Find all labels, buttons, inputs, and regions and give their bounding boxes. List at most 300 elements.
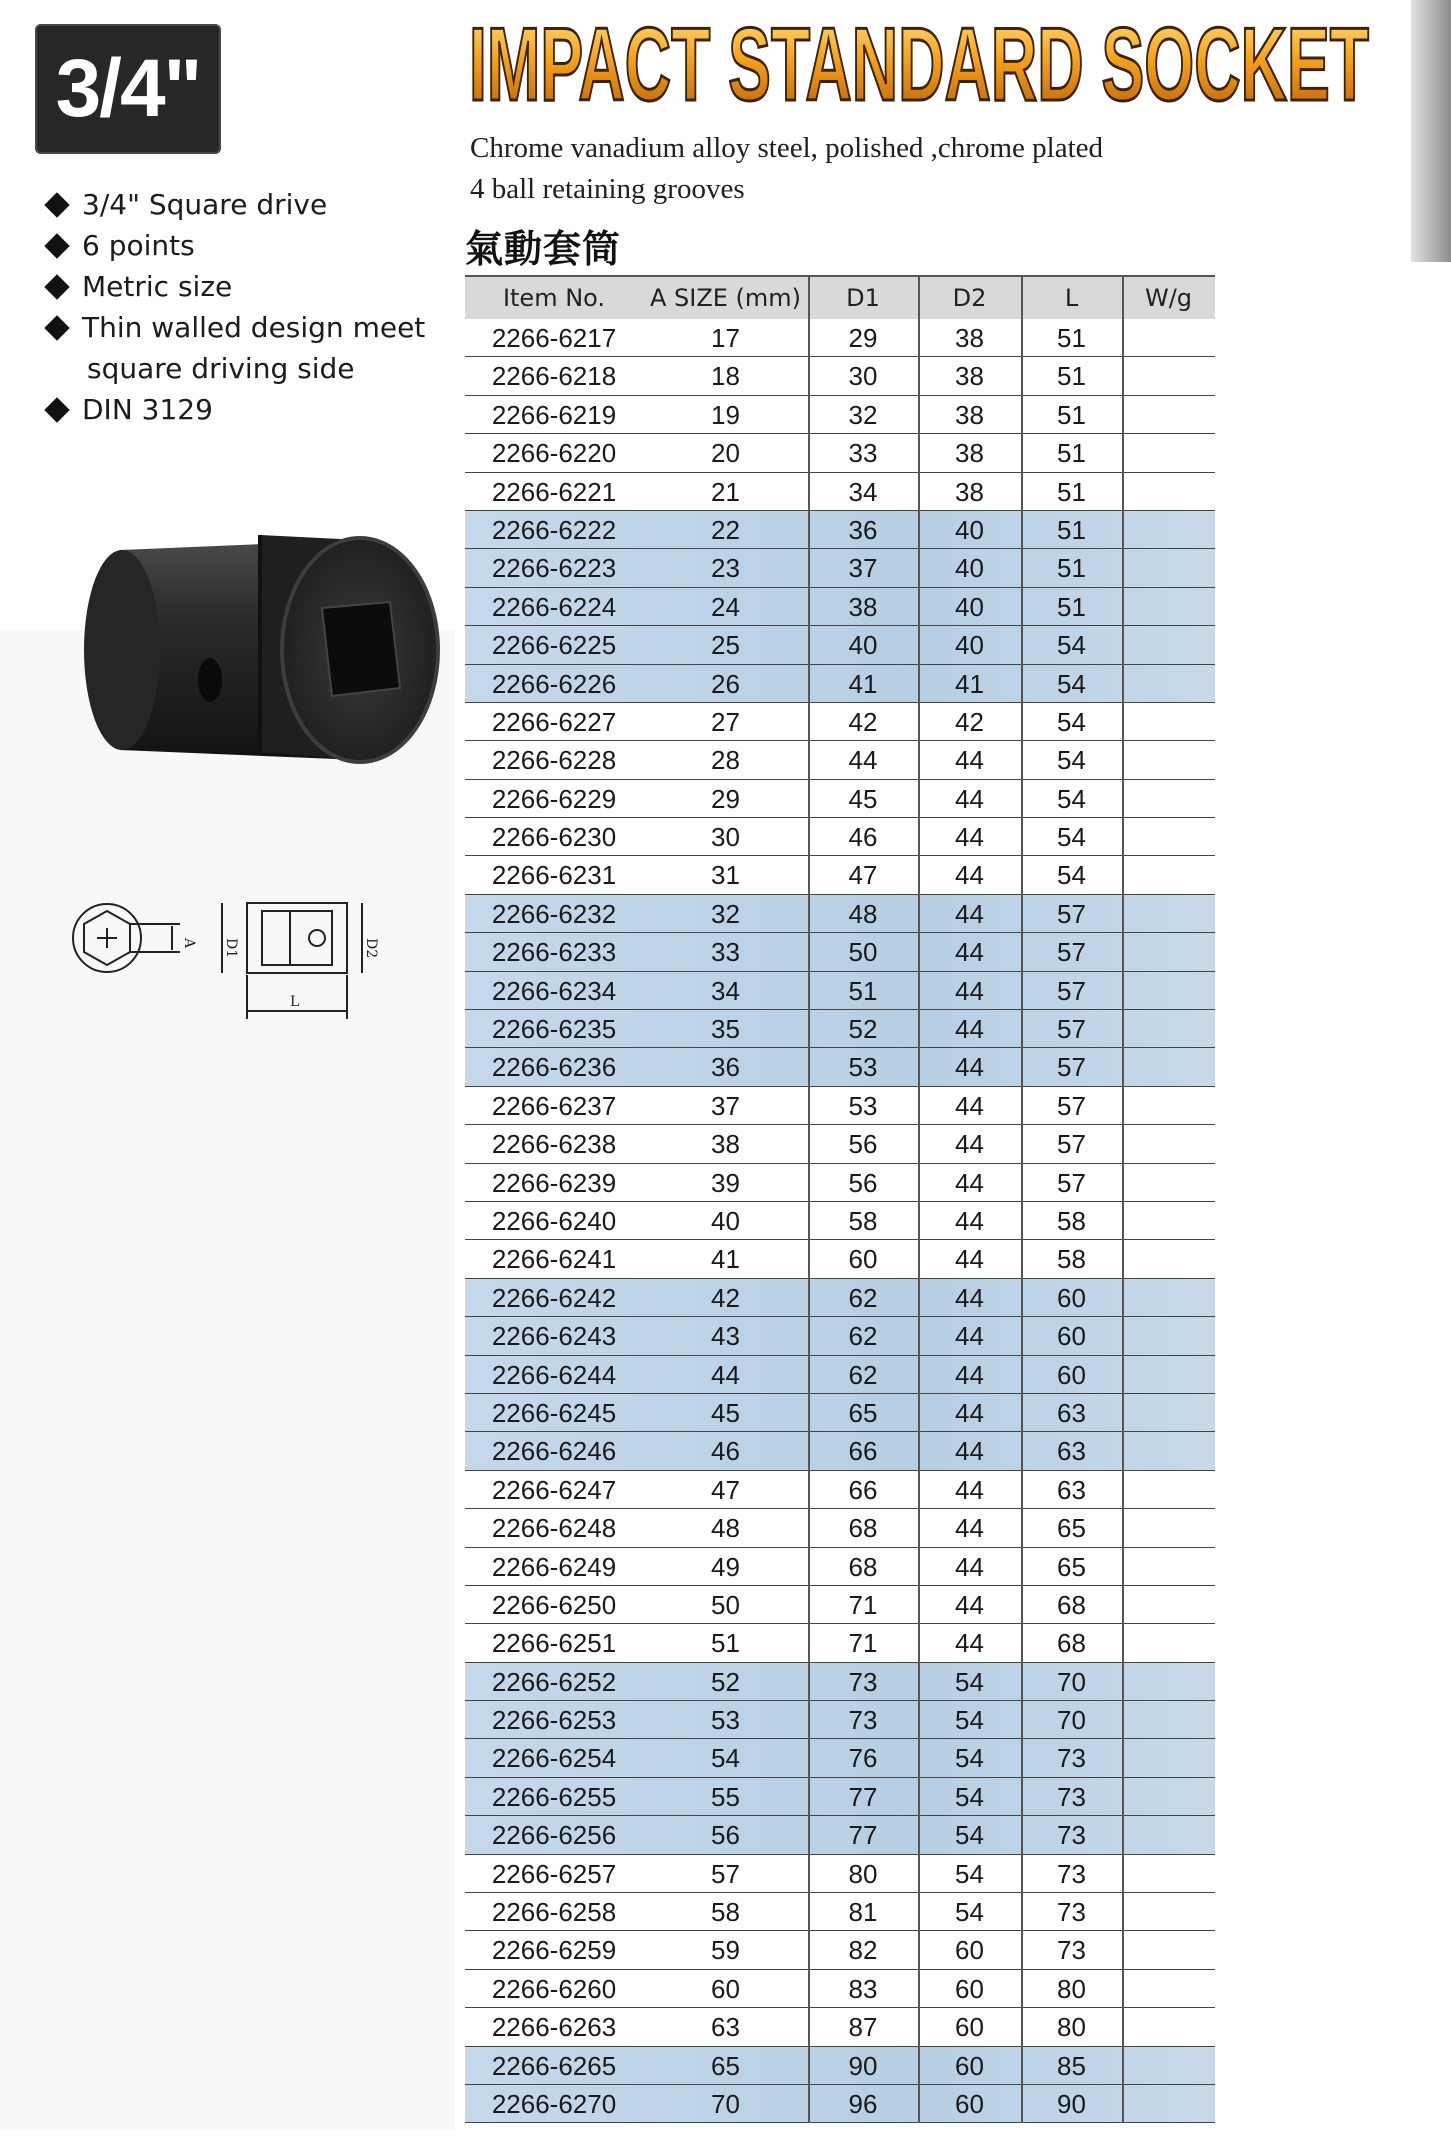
cell-item-no: 2266-6239 <box>491 1167 617 1198</box>
cell-d2: 38 <box>955 476 984 507</box>
cell-item-no: 2266-6265 <box>491 2050 617 2081</box>
cell-item-no: 2266-6263 <box>491 2012 617 2043</box>
cell-item-no: 2266-6254 <box>491 1743 617 1774</box>
cell-d1: 56 <box>848 1167 878 1198</box>
cell-weight <box>1122 1586 1215 1624</box>
cell-item-no: 2266-6251 <box>491 1628 617 1659</box>
cell-weight <box>1122 2047 1215 2085</box>
cell-d2: 44 <box>955 975 984 1006</box>
cell-weight <box>1122 933 1215 971</box>
cell-l: 63 <box>1057 1397 1086 1428</box>
cell-item-no: 2266-6229 <box>491 783 617 814</box>
table-row <box>465 1701 1215 1739</box>
cell-d2: 54 <box>955 1858 984 1889</box>
diagram-label-l: L <box>290 994 300 1010</box>
cell-d1: 53 <box>848 1052 878 1083</box>
cell-a-size: 51 <box>711 1628 740 1659</box>
table-row <box>465 1548 1215 1586</box>
cell-d2: 60 <box>955 2050 984 2081</box>
cell-l: 51 <box>1057 399 1086 430</box>
cell-item-no: 2266-6234 <box>491 975 617 1006</box>
cell-d1: 53 <box>848 1090 878 1121</box>
cell-item-no: 2266-6257 <box>491 1858 617 1889</box>
feature-item: Thin walled design meet <box>42 311 425 344</box>
cell-d1: 96 <box>848 2088 878 2119</box>
table-row <box>465 2047 1215 2085</box>
cell-d2: 44 <box>955 1589 984 1620</box>
cell-d2: 44 <box>955 1205 984 1236</box>
table-row <box>465 626 1215 664</box>
table-body <box>465 319 1215 2123</box>
cell-l: 57 <box>1057 1052 1086 1083</box>
cell-d1: 51 <box>848 975 878 1006</box>
table-row <box>465 972 1215 1010</box>
cell-d2: 54 <box>955 1781 984 1812</box>
cell-a-size: 30 <box>711 822 740 853</box>
cell-item-no: 2266-6270 <box>491 2088 617 2119</box>
cell-d2: 54 <box>955 1666 984 1697</box>
cell-d1: 87 <box>848 2012 878 2043</box>
cell-d1: 71 <box>848 1589 878 1620</box>
cell-weight <box>1122 1432 1215 1470</box>
cell-a-size: 37 <box>711 1090 740 1121</box>
cell-l: 80 <box>1057 1973 1086 2004</box>
cell-a-size: 50 <box>711 1589 740 1620</box>
cell-l: 51 <box>1057 438 1086 469</box>
cell-d2: 54 <box>955 1743 984 1774</box>
cell-d1: 58 <box>848 1205 878 1236</box>
size-badge: 3/4" <box>35 24 221 154</box>
diamond-bullet-icon <box>44 192 69 217</box>
cell-a-size: 43 <box>711 1321 740 1352</box>
cell-a-size: 36 <box>711 1052 740 1083</box>
cell-d2: 38 <box>955 361 984 392</box>
cell-d2: 44 <box>955 898 984 929</box>
table-row <box>465 1087 1215 1125</box>
cell-d1: 37 <box>848 553 878 584</box>
cell-d2: 44 <box>955 1628 984 1659</box>
cell-l: 58 <box>1057 1244 1086 1275</box>
cell-l: 85 <box>1057 2050 1086 2081</box>
cell-d1: 47 <box>848 860 878 891</box>
cell-weight <box>1122 741 1215 779</box>
cell-weight <box>1122 319 1215 357</box>
cell-d1: 42 <box>848 706 878 737</box>
diamond-bullet-icon <box>44 274 69 299</box>
cell-weight <box>1122 549 1215 587</box>
cell-item-no: 2266-6247 <box>491 1474 617 1505</box>
cell-a-size: 63 <box>711 2012 740 2043</box>
cell-l: 73 <box>1057 1743 1086 1774</box>
cell-d2: 54 <box>955 1705 984 1736</box>
subtitle-material: Chrome vanadium alloy steel, polished ,chrome plated <box>470 132 1104 164</box>
table-row <box>465 665 1215 703</box>
cell-item-no: 2266-6235 <box>491 1014 617 1045</box>
cell-d1: 46 <box>848 822 878 853</box>
cell-a-size: 48 <box>711 1513 740 1544</box>
cell-weight <box>1122 588 1215 626</box>
table-row <box>465 703 1215 741</box>
cell-a-size: 35 <box>711 1014 740 1045</box>
cell-d2: 44 <box>955 937 984 968</box>
table-row <box>465 511 1215 549</box>
cell-weight <box>1122 1663 1215 1701</box>
cell-weight <box>1122 856 1215 894</box>
cell-a-size: 49 <box>711 1551 740 1582</box>
cell-a-size: 41 <box>711 1244 740 1275</box>
cell-d1: 82 <box>848 1935 878 1966</box>
cell-d1: 36 <box>848 514 878 545</box>
cell-item-no: 2266-6228 <box>491 745 617 776</box>
cell-item-no: 2266-6245 <box>491 1397 617 1428</box>
cell-l: 51 <box>1057 361 1086 392</box>
cell-d2: 44 <box>955 1090 984 1121</box>
cell-a-size: 20 <box>711 438 740 469</box>
cell-item-no: 2266-6232 <box>491 898 617 929</box>
cell-a-size: 57 <box>711 1858 740 1889</box>
cell-d1: 68 <box>848 1551 878 1582</box>
table-row <box>465 1279 1215 1317</box>
table-row <box>465 856 1215 894</box>
cell-d2: 44 <box>955 1474 984 1505</box>
cell-weight <box>1122 434 1215 472</box>
table-row <box>465 1317 1215 1355</box>
cell-item-no: 2266-6223 <box>491 553 617 584</box>
cell-weight <box>1122 1317 1215 1355</box>
cell-a-size: 42 <box>711 1282 740 1313</box>
cell-d1: 38 <box>848 591 878 622</box>
cell-item-no: 2266-6248 <box>491 1513 617 1544</box>
cell-d2: 60 <box>955 1935 984 1966</box>
cell-l: 51 <box>1057 514 1086 545</box>
cell-d1: 50 <box>848 937 878 968</box>
table-row <box>465 1739 1215 1777</box>
cell-item-no: 2266-6242 <box>491 1282 617 1313</box>
cell-d2: 44 <box>955 783 984 814</box>
cell-weight <box>1122 780 1215 818</box>
cell-l: 63 <box>1057 1474 1086 1505</box>
cell-weight <box>1122 1931 1215 1969</box>
table-row <box>465 1509 1215 1547</box>
cell-d1: 62 <box>848 1359 878 1390</box>
cell-a-size: 47 <box>711 1474 740 1505</box>
table-row <box>465 1202 1215 1240</box>
table-row <box>465 933 1215 971</box>
table-row <box>465 1240 1215 1278</box>
table-header <box>465 275 1215 319</box>
cell-l: 73 <box>1057 1781 1086 1812</box>
table-row <box>465 1778 1215 1816</box>
column-divider <box>808 275 810 2123</box>
cell-weight <box>1122 473 1215 511</box>
cell-item-no: 2266-6241 <box>491 1244 617 1275</box>
cell-d2: 44 <box>955 822 984 853</box>
header-item-no: Item No. <box>502 284 606 312</box>
cell-d1: 66 <box>848 1436 878 1467</box>
cell-a-size: 39 <box>711 1167 740 1198</box>
cell-a-size: 25 <box>711 630 740 661</box>
cell-weight <box>1122 703 1215 741</box>
cell-l: 54 <box>1057 706 1086 737</box>
cell-weight <box>1122 1509 1215 1547</box>
cell-a-size: 29 <box>711 783 740 814</box>
cell-d2: 60 <box>955 1973 984 2004</box>
column-divider <box>1122 275 1124 2123</box>
socket-photo <box>60 490 455 810</box>
cell-a-size: 31 <box>711 860 740 891</box>
cell-a-size: 18 <box>711 361 740 392</box>
cell-item-no: 2266-6253 <box>491 1705 617 1736</box>
table-row <box>465 473 1215 511</box>
cell-weight <box>1122 1356 1215 1394</box>
cell-weight <box>1122 665 1215 703</box>
table-row <box>465 1125 1215 1163</box>
scan-showthrough <box>0 630 455 2130</box>
cell-d1: 65 <box>848 1397 878 1428</box>
cell-item-no: 2266-6256 <box>491 1820 617 1851</box>
cell-d2: 44 <box>955 1321 984 1352</box>
cell-l: 73 <box>1057 1858 1086 1889</box>
cell-weight <box>1122 1164 1215 1202</box>
cell-d1: 77 <box>848 1781 878 1812</box>
cell-d1: 45 <box>848 783 878 814</box>
cell-a-size: 58 <box>711 1897 740 1928</box>
feature-item: DIN 3129 <box>42 393 213 426</box>
cell-a-size: 53 <box>711 1705 740 1736</box>
cell-weight <box>1122 972 1215 1010</box>
cell-d1: 83 <box>848 1973 878 2004</box>
header-d2: D2 <box>952 284 987 312</box>
cell-d1: 32 <box>848 399 878 430</box>
cell-l: 57 <box>1057 898 1086 929</box>
cell-a-size: 65 <box>711 2050 740 2081</box>
table-row <box>465 1010 1215 1048</box>
cell-d1: 76 <box>848 1743 878 1774</box>
subtitle-grooves: 4 ball retaining grooves <box>470 173 745 205</box>
cell-a-size: 56 <box>711 1820 740 1851</box>
cell-l: 73 <box>1057 1935 1086 1966</box>
cell-d1: 77 <box>848 1820 878 1851</box>
cell-weight <box>1122 1970 1215 2008</box>
table-row <box>465 741 1215 779</box>
cell-item-no: 2266-6217 <box>491 323 617 353</box>
cell-a-size: 33 <box>711 937 740 968</box>
cell-weight <box>1122 2085 1215 2123</box>
cell-d2: 44 <box>955 1551 984 1582</box>
title-text: IMPACT STANDARD SOCKET <box>469 8 1369 118</box>
table-row <box>465 780 1215 818</box>
chinese-title: 氣動套筒 <box>465 227 622 271</box>
cell-item-no: 2266-6220 <box>491 438 617 469</box>
cell-l: 54 <box>1057 668 1086 699</box>
cell-weight <box>1122 1471 1215 1509</box>
cell-weight <box>1122 1125 1215 1163</box>
cell-l: 51 <box>1057 591 1086 622</box>
column-divider <box>918 275 920 2123</box>
cell-l: 51 <box>1057 553 1086 584</box>
table-row <box>465 1624 1215 1662</box>
cell-d1: 34 <box>848 476 878 507</box>
cell-d1: 81 <box>848 1897 878 1928</box>
cell-a-size: 27 <box>711 706 740 737</box>
cell-d2: 40 <box>955 514 984 545</box>
cell-a-size: 55 <box>711 1781 740 1812</box>
header-a-size: A SIZE (mm) <box>649 284 802 312</box>
cell-item-no: 2266-6231 <box>491 860 617 891</box>
cell-a-size: 52 <box>711 1666 740 1697</box>
table-row <box>465 818 1215 856</box>
table-row <box>465 1931 1215 1969</box>
cell-l: 60 <box>1057 1359 1086 1390</box>
table-row <box>465 1586 1215 1624</box>
feature-item: 6 points <box>42 229 195 262</box>
table-row <box>465 396 1215 434</box>
column-divider <box>1021 275 1023 2123</box>
cell-l: 54 <box>1057 783 1086 814</box>
table-row <box>465 1356 1215 1394</box>
diagram-label-d1: D1 <box>223 938 239 959</box>
cell-l: 54 <box>1057 630 1086 661</box>
cell-item-no: 2266-6222 <box>491 514 617 545</box>
table-row <box>465 1855 1215 1893</box>
cell-a-size: 24 <box>711 591 740 622</box>
cell-d2: 44 <box>955 1052 984 1083</box>
cell-d2: 44 <box>955 1436 984 1467</box>
diamond-bullet-icon <box>44 233 69 258</box>
cell-l: 90 <box>1057 2088 1086 2119</box>
cell-d2: 38 <box>955 438 984 469</box>
diamond-bullet-icon <box>44 397 69 422</box>
cell-l: 57 <box>1057 1014 1086 1045</box>
cell-a-size: 22 <box>711 514 740 545</box>
cell-weight <box>1122 818 1215 856</box>
table-row <box>465 1048 1215 1086</box>
cell-d2: 40 <box>955 591 984 622</box>
cell-l: 60 <box>1057 1282 1086 1313</box>
cell-item-no: 2266-6238 <box>491 1129 617 1160</box>
cell-weight <box>1122 1701 1215 1739</box>
cell-a-size: 17 <box>711 323 740 353</box>
cell-l: 57 <box>1057 937 1086 968</box>
cell-l: 65 <box>1057 1513 1086 1544</box>
header-weight: W/g <box>1144 284 1193 312</box>
cell-d2: 44 <box>955 1513 984 1544</box>
cell-d1: 56 <box>848 1129 878 1160</box>
cell-a-size: 44 <box>711 1359 740 1390</box>
cell-d2: 44 <box>955 1129 984 1160</box>
cell-item-no: 2266-6237 <box>491 1090 617 1121</box>
cell-a-size: 60 <box>711 1973 740 2004</box>
cell-item-no: 2266-6230 <box>491 822 617 853</box>
cell-l: 73 <box>1057 1897 1086 1928</box>
cell-d1: 68 <box>848 1513 878 1544</box>
table-row <box>465 1164 1215 1202</box>
diagram-label-d2: D2 <box>363 938 379 959</box>
dimension-diagram <box>62 893 402 1028</box>
cell-a-size: 40 <box>711 1205 740 1236</box>
cell-item-no: 2266-6227 <box>491 706 617 737</box>
cell-d2: 44 <box>955 1167 984 1198</box>
cell-weight <box>1122 1279 1215 1317</box>
table-row <box>465 1816 1215 1854</box>
cell-l: 80 <box>1057 2012 1086 2043</box>
cell-d1: 66 <box>848 1474 878 1505</box>
cell-item-no: 2266-6219 <box>491 399 617 430</box>
cell-a-size: 28 <box>711 745 740 776</box>
cell-d2: 60 <box>955 2012 984 2043</box>
page-edge-shadow <box>1411 0 1451 262</box>
cell-d1: 30 <box>848 361 878 392</box>
cell-weight <box>1122 1548 1215 1586</box>
cell-d2: 54 <box>955 1820 984 1851</box>
table-row <box>465 2008 1215 2046</box>
cell-weight <box>1122 1778 1215 1816</box>
cell-item-no: 2266-6260 <box>491 1973 617 2004</box>
page-title <box>462 8 1377 118</box>
table-row <box>465 434 1215 472</box>
cell-l: 54 <box>1057 822 1086 853</box>
cell-d1: 29 <box>848 323 878 353</box>
cell-a-size: 34 <box>711 975 740 1006</box>
cell-a-size: 46 <box>711 1436 740 1467</box>
table-row <box>465 549 1215 587</box>
table-row <box>465 588 1215 626</box>
cell-a-size: 23 <box>711 553 740 584</box>
cell-item-no: 2266-6259 <box>491 1935 617 1966</box>
cell-l: 70 <box>1057 1705 1086 1736</box>
cell-d2: 60 <box>955 2088 984 2119</box>
cell-weight <box>1122 1202 1215 1240</box>
cell-l: 73 <box>1057 1820 1086 1851</box>
cell-a-size: 26 <box>711 668 740 699</box>
cell-item-no: 2266-6255 <box>491 1781 617 1812</box>
cell-d2: 44 <box>955 1282 984 1313</box>
cell-item-no: 2266-6258 <box>491 1897 617 1928</box>
cell-l: 68 <box>1057 1589 1086 1620</box>
cell-d2: 40 <box>955 630 984 661</box>
cell-weight <box>1122 1240 1215 1278</box>
header-d1: D1 <box>846 284 880 312</box>
feature-item: Metric size <box>42 270 232 303</box>
cell-weight <box>1122 1816 1215 1854</box>
diagram-label-a: A <box>181 938 197 949</box>
cell-l: 54 <box>1057 745 1086 776</box>
cell-item-no: 2266-6225 <box>491 630 617 661</box>
cell-weight <box>1122 1010 1215 1048</box>
cell-weight <box>1122 1893 1215 1931</box>
table-row <box>465 895 1215 933</box>
cell-d1: 71 <box>848 1628 878 1659</box>
cell-d2: 38 <box>955 399 984 430</box>
cell-weight <box>1122 626 1215 664</box>
cell-d1: 52 <box>848 1014 878 1045</box>
cell-l: 54 <box>1057 860 1086 891</box>
cell-l: 57 <box>1057 1167 1086 1198</box>
table-row <box>465 357 1215 395</box>
cell-d2: 44 <box>955 745 984 776</box>
cell-a-size: 70 <box>711 2088 740 2119</box>
cell-item-no: 2266-6249 <box>491 1551 617 1582</box>
cell-d1: 62 <box>848 1282 878 1313</box>
cell-d1: 41 <box>848 668 878 699</box>
cell-a-size: 38 <box>711 1129 740 1160</box>
cell-item-no: 2266-6240 <box>491 1205 617 1236</box>
cell-item-no: 2266-6246 <box>491 1436 617 1467</box>
cell-weight <box>1122 1048 1215 1086</box>
feature-item-continued: square driving side <box>87 352 355 385</box>
cell-weight <box>1122 895 1215 933</box>
cell-d2: 38 <box>955 323 984 353</box>
